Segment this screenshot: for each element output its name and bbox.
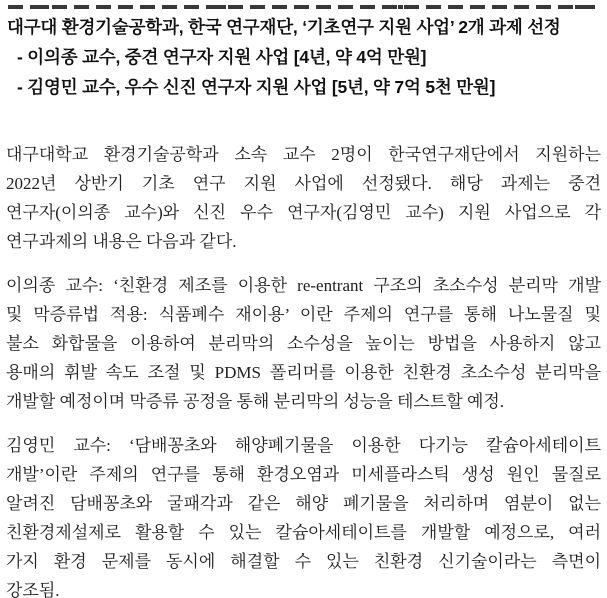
headline-block [6,12,601,102]
cropped-text-remnant [8,0,599,10]
document-title: 대구대 환경기술공학과, 한국 연구재단, ‘기초연구 지원 사업’ 2개 과제 선정 [7,17,561,37]
body-line: 대구대학교 환경기술공학과 소속 교수 2명이 한국연구재단에서 지원하는 [6,145,601,164]
paragraph-professor-lee [6,271,601,416]
body-line: 개발’이란 주제의 연구를 통해 환경오염과 미세플라스틱 생성 원인 물질로 [6,465,601,484]
body-line: 알려진 담배꽁초와 굴패각과 같은 해양 폐기물을 처리하며 염분이 없는 [6,494,601,513]
body-line: 연구과제의 내용은 다음과 같다. [6,232,237,251]
paragraph-intro [6,140,601,256]
headline-bullet-2: - 김영민 교수, 우수 신진 연구자 지원 사업 [5년, 약 7억 5천 만원] [17,77,496,97]
body-line: 및 막증류법 적용: 식품폐수 재이용’ 이란 주제의 연구를 통해 나노물질 및 [6,305,601,324]
headline-bullet-1: - 이의종 교수, 중견 연구자 지원 사업 [4년, 약 4억 만원] [17,47,427,67]
body-line: 불소 화합물을 이용하여 분리막의 소수성을 높이는 방법을 사용하지 않고 [6,334,601,353]
body-line: 이의종 교수: ‘친환경 제조를 이용한 re-entrant 구조의 초소수성 분리막 개발 [6,276,601,295]
body-line: 2022년 상반기 기초 연구 지원 사업에 선정됐다. 해당 과제는 중견 [6,174,601,193]
body-line: 연구자(이의종 교수)와 신진 우수 연구자(김영민 교수) 지원 사업으로 각 [6,203,601,222]
paragraph-professor-kim [6,431,601,598]
body-line: 용매의 휘발 속도 조절 및 PDMS 폴리머를 이용한 친환경 초소수성 분리막을 [6,363,601,382]
body-line: 개발할 예정이며 막증류 공정을 통해 분리막의 성능을 테스트할 예정. [6,392,505,411]
body-line: 김영민 교수: ‘담배꽁초와 해양폐기물을 이용한 다기능 칼슘아세테이트 [6,436,601,455]
body-line: 강조됨. [6,581,60,598]
body-line: 가지 환경 문제를 동시에 해결할 수 있는 친환경 신기술이라는 측면이 [6,552,601,571]
body-line: 친환경제설제로 활용할 수 있는 칼슘아세테이트를 개발할 예정으로, 여러 [6,523,601,542]
